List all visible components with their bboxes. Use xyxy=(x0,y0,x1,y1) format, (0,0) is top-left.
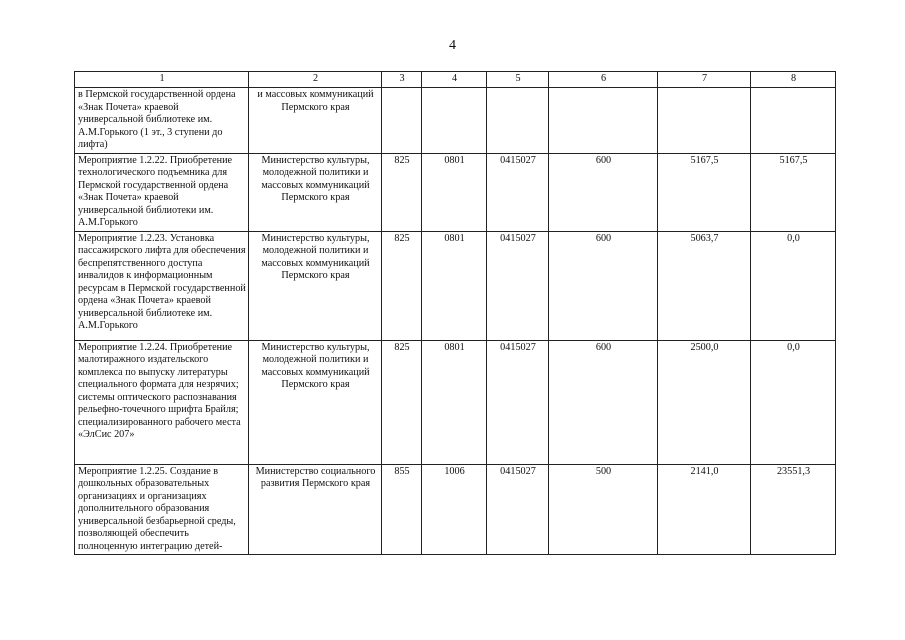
expense-type-cell: 600 xyxy=(549,231,658,340)
table-row xyxy=(75,340,836,464)
column-header: 3 xyxy=(382,72,422,88)
section-cell: 0801 xyxy=(422,153,487,231)
amount-cell: 5063,7 xyxy=(658,231,751,340)
table-header-row xyxy=(75,72,836,88)
amount-cell: 5167,5 xyxy=(658,153,751,231)
column-header: 4 xyxy=(422,72,487,88)
activity-cell: Мероприятие 1.2.23. Установка пассажирского лифта для обеспечения беспрепятственного доступа инвалидов к информационным ресурсам в Пермской государственной ордена «Знак Почета» краевой универсальной библиотеке им. А.М.Горького xyxy=(75,231,249,340)
amount-cell: 2500,0 xyxy=(658,340,751,464)
column-header: 5 xyxy=(487,72,549,88)
executor-cell: Министерство культуры, молодежной политики и массовых коммуникаций Пермского края xyxy=(249,340,382,464)
amount-cell xyxy=(658,88,751,154)
grbs-cell: 825 xyxy=(382,340,422,464)
column-header: 8 xyxy=(751,72,836,88)
expense-type-cell: 600 xyxy=(549,153,658,231)
expense-type-cell: 600 xyxy=(549,340,658,464)
column-header: 2 xyxy=(249,72,382,88)
activity-cell: Мероприятие 1.2.25. Создание в дошкольных образовательных организациях и организациях дополнительного образования универсальной безбарьерной среды, позволяющей обеспечить полноценную интеграцию детей- xyxy=(75,464,249,555)
target-article-cell xyxy=(487,88,549,154)
table-row xyxy=(75,88,836,154)
target-article-cell: 0415027 xyxy=(487,153,549,231)
grbs-cell xyxy=(382,88,422,154)
amount-cell: 5167,5 xyxy=(751,153,836,231)
section-cell: 0801 xyxy=(422,340,487,464)
grbs-cell: 855 xyxy=(382,464,422,555)
activity-cell: в Пермской государственной ордена «Знак Почета» краевой универсальной библиотеке им. А.М.Горького (1 эт., 3 ступени до лифта) xyxy=(75,88,249,154)
grbs-cell: 825 xyxy=(382,231,422,340)
column-header: 6 xyxy=(549,72,658,88)
grbs-cell: 825 xyxy=(382,153,422,231)
table-row xyxy=(75,464,836,555)
table-row xyxy=(75,153,836,231)
executor-cell: и массовых коммуникаций Пермского края xyxy=(249,88,382,154)
executor-cell: Министерство культуры, молодежной политики и массовых коммуникаций Пермского края xyxy=(249,153,382,231)
target-article-cell: 0415027 xyxy=(487,231,549,340)
amount-cell: 0,0 xyxy=(751,340,836,464)
amount-cell: 0,0 xyxy=(751,231,836,340)
target-article-cell: 0415027 xyxy=(487,340,549,464)
table-row xyxy=(75,231,836,340)
executor-cell: Министерство культуры, молодежной политики и массовых коммуникаций Пермского края xyxy=(249,231,382,340)
section-cell: 1006 xyxy=(422,464,487,555)
executor-cell: Министерство социального развития Пермского края xyxy=(249,464,382,555)
budget-table xyxy=(74,71,836,555)
page-number: 4 xyxy=(449,38,456,53)
amount-cell: 2141,0 xyxy=(658,464,751,555)
activity-cell: Мероприятие 1.2.24. Приобретение малотиражного издательского комплекса по выпуску литературы специального формата для незрячих; системы оптического распознавания рельефно-точечного шрифта Брайля; специализированного рабочего места «ЭлСис 207» xyxy=(75,340,249,464)
section-cell: 0801 xyxy=(422,231,487,340)
amount-cell xyxy=(751,88,836,154)
column-header: 1 xyxy=(75,72,249,88)
column-header: 7 xyxy=(658,72,751,88)
activity-cell: Мероприятие 1.2.22. Приобретение технологического подъемника для Пермской государственной ордена «Знак Почета» краевой универсальной библиотеки им. А.М.Горького xyxy=(75,153,249,231)
expense-type-cell xyxy=(549,88,658,154)
amount-cell: 23551,3 xyxy=(751,464,836,555)
target-article-cell: 0415027 xyxy=(487,464,549,555)
expense-type-cell: 500 xyxy=(549,464,658,555)
section-cell xyxy=(422,88,487,154)
